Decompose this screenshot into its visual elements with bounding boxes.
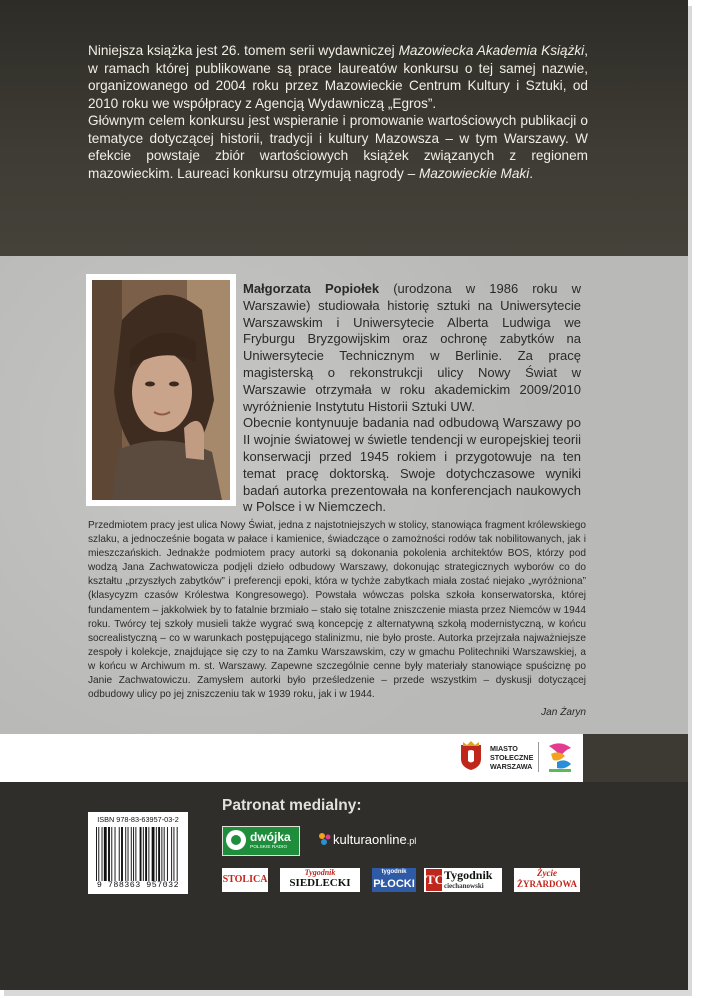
zycie-zyrardowa-logo [514, 868, 580, 892]
barcode-bar [145, 827, 147, 881]
barcode-bar [173, 827, 174, 881]
barcode-bar [125, 827, 126, 881]
barcode-box [88, 812, 188, 894]
barcode-bar [119, 827, 120, 881]
barcode-bar [115, 827, 116, 881]
stolica-logo: STOLICA [222, 868, 268, 892]
barcode-bar [158, 827, 160, 881]
intro-text: Niniejsza książka jest 26. tomem serii wydawniczej [88, 43, 399, 58]
intro-paragraph-1 [88, 42, 588, 112]
dwojka-radio-logo [222, 826, 300, 856]
author-biography [243, 281, 581, 516]
barcode-bar [167, 827, 168, 881]
series-name: Mazowiecka Akademia Książki [398, 43, 585, 58]
tygodnik-siedlecki-logo [280, 868, 360, 892]
barcode-bar [133, 827, 134, 881]
intro-paragraph-2 [88, 112, 588, 182]
ciech-tc-mark: TC [426, 869, 442, 891]
bio-text: (urodzona w 1986 roku w Warszawie) studiowała historię sztuki na Uniwersytecie Warszawskim i Uniwersytecie Alberta Ludwiga we Fryburgu Bryzgowijskim oraz ochronę zabytków na Uniwersytecie Technicznym w Berlinie. Za pracę magisterską o rekonstrukcji ulicy Nowy Świat w Warszawie otrzymała w roku akademickim 2009/2010 wyróżnienie Instytutu Historii Sztuki UW. [243, 281, 581, 414]
barcode [95, 827, 181, 881]
siedlecki-top-label: Tygodnik [304, 868, 336, 877]
author-portrait [92, 280, 230, 500]
award-name: Mazowieckie Maki [418, 165, 530, 181]
barcode-bar [121, 827, 123, 881]
barcode-bar [135, 827, 136, 881]
city-line: STOŁECZNE [490, 753, 534, 762]
barcode-bar [111, 827, 112, 881]
barcode-bar [131, 827, 132, 881]
barcode-digits: 9 788363 957032 [96, 881, 180, 890]
barcode-bar [161, 827, 162, 881]
barcode-bar [164, 827, 165, 881]
kulturaonline-label: kulturaonline [333, 832, 407, 847]
barcode-bar [152, 827, 155, 881]
barcode-bar [108, 827, 110, 881]
siedlecki-label: SIEDLECKI [289, 877, 351, 889]
city-line: MIASTO [490, 744, 518, 753]
ciech-label: Tygodnik [444, 868, 493, 882]
barcode-bar [148, 827, 149, 881]
plocki-label: PŁOCKI [373, 878, 415, 890]
series-description [88, 42, 588, 182]
intro-text: . [529, 165, 534, 181]
barcode-bar [140, 827, 142, 881]
barcode-bar [104, 827, 107, 881]
dwojka-circle-icon [226, 830, 246, 850]
ciech-sub-label: ciechanowski [444, 882, 484, 890]
intro-text: Głównym celem konkursu jest wspieranie i promowanie wartościowych publikacji o tematyce dotyczącej historii, tradycji i kultury Mazowsza – w tym Warszawy. W efekcie powstaje zbiór wartościowych książek związanych z regionem mazowieckim. Laureaci konkursu otrzymują nagrody – [88, 113, 588, 181]
dwojka-label: dwójka [250, 830, 291, 844]
media-patronage-heading: Patronat medialny: [222, 797, 362, 814]
isbn-label: ISBN 978-83-63957-03-2 [97, 815, 179, 824]
kulturaonline-logo [318, 832, 416, 847]
barcode-bar [102, 827, 103, 881]
bio-paragraph-2: Obecnie kontynuuje badania nad odbudową Warszawy po II wojnie światowej w świetle tendencji w europejskiej teorii konserwacji przed 1945 rokiem i przygotowuje na ten temat pracę doktorską. Swoje dotychczasowe wyniki badań autorka prezentowała na konferencjach naukowych w Polsce i w Niemczech. [243, 415, 581, 515]
barcode-bar [128, 827, 129, 881]
barcode-bar [171, 827, 172, 881]
warsaw-crest-icon [459, 741, 483, 771]
plocki-top-label: tygodnik [381, 869, 407, 875]
review-signature: Jan Żaryn [541, 707, 586, 718]
barcode-bar [177, 827, 178, 881]
zyrardow-label: ŻYRARDOWA [516, 879, 577, 889]
barcode-bar [143, 827, 144, 881]
book-review: Przedmiotem pracy jest ulica Nowy Świat, jedna z najstotniejszych w stolicy, stanowiąca fragment królewskiego szlaku, a jednocześnie bogata w pałace i kamienice, świadczące o zamożności rodów tak nobilitowanych, jak i mieszczańskich. Jednakże podmiotem pracy autorki są dokonania pokolenia architektów BOS, którzy pod wodzą Jana Zachwatowicza podjęli dzieło odbudowy Warszawy, dokonując strategicznych wyborów co do kształtu „przyszłych zabytków” i preferencji epoki, która w tychże zabytkach miała zostać niejako „wyróżniona” (klasycyzm czasów Królestwa Kongresowego). Powstała wówczas polska szkoła konserwatorska, której fundamentem – jakkolwiek by to fatalnie brzmiało – stało się totalne zniszczenie miasta przez Niemców w 1944 roku. Twórcy tej szkoły musieli także wygrać swą koncepcję z alternatywną szkołą modernistyczną, w końcu socrealistyczną – co w warunkach postępującego stalinizmu, nie było proste. Autorka przejrzała najważniejsze zespoły i kolekcje, znajdujące się czy to na Zamku Warszawskim, czy w gmachu Politechniki Warszawskiej, a w końcu w Archiwum m. st. Warszawy. Zapewne szczególnie cenne były materiały stanowiące spuściznę po Janie Zachwatowiczu. Zamysłem autorki było prześledzenie – przede wszystkim – dyskusji dotyczącej odbudowy ulicy po jej zniszczeniu tak w 1939 roku, jak i w 1944. [88, 520, 586, 701]
barcode-bar [96, 827, 97, 881]
mazovia-culture-logo-icon [545, 740, 575, 774]
divider [538, 742, 539, 772]
barcode-bar [98, 827, 99, 881]
bio-paragraph-1 [243, 281, 581, 415]
warsaw-city-label [490, 744, 533, 771]
zyrardow-top-label: Życie [537, 868, 557, 878]
tygodnik-plocki-logo [372, 868, 416, 892]
intro-text: , w ramach której publikowane są prace laureatów konkursu o tej samej nazwie, organizowanego od 2004 roku przez Mazowieckie Centrum Kultury i Sztuki, od 2010 roku we współpracy z Agencją Wydawniczą „Egros”. [88, 43, 588, 111]
author-name: Małgorzata Popiołek [243, 281, 380, 296]
kulturaonline-dots-icon [318, 832, 332, 846]
dwojka-sub-label: POLSKIE RADIO [250, 845, 288, 850]
author-photo [86, 274, 236, 506]
kulturaonline-suffix: .pl [406, 836, 417, 846]
barcode-bar [156, 827, 157, 881]
city-line: WARSZAWA [490, 762, 533, 771]
tygodnik-ciechanowski-logo [424, 868, 502, 892]
